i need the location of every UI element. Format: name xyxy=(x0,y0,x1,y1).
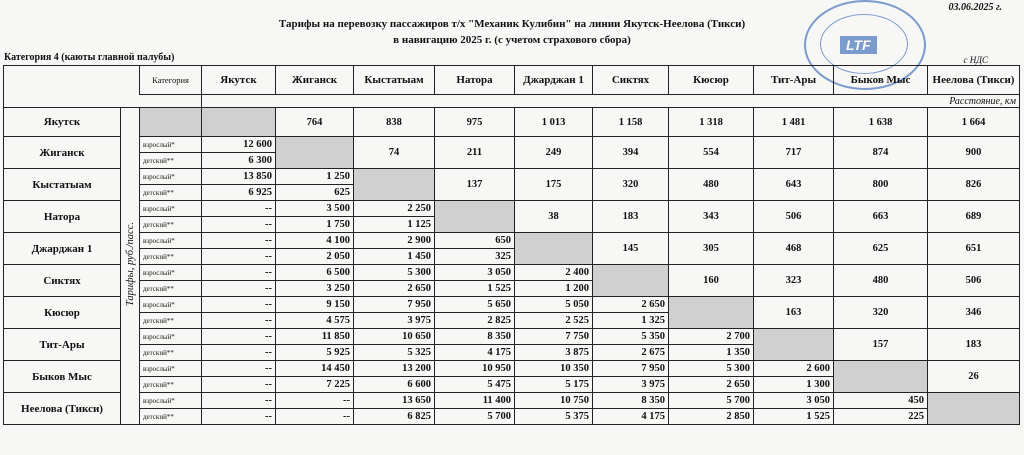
fare-cell: 13 650 xyxy=(354,393,435,409)
fare-cell: 10 350 xyxy=(515,361,593,377)
fare-label-adult: взрослый* xyxy=(140,329,202,345)
distance-cell: 137 xyxy=(435,169,515,201)
fare-cell: 10 650 xyxy=(354,329,435,345)
fare-cell: -- xyxy=(202,233,276,249)
fare-cell: 3 050 xyxy=(435,265,515,281)
fare-cell: -- xyxy=(276,409,354,425)
distance-cell: 1 013 xyxy=(515,108,593,137)
fare-cell: 10 750 xyxy=(515,393,593,409)
distance-cell: 346 xyxy=(928,297,1020,329)
header-category: Категория xyxy=(140,66,202,95)
distance-cell: 183 xyxy=(593,201,669,233)
fare-cell: 5 925 xyxy=(276,345,354,361)
fare-label-child: детский** xyxy=(140,153,202,169)
distance-cell: 1 318 xyxy=(669,108,754,137)
fare-cell: -- xyxy=(202,297,276,313)
fare-cell: 7 225 xyxy=(276,377,354,393)
column-header: Якутск xyxy=(202,66,276,95)
station-name: Жиганск xyxy=(4,137,121,169)
distance-cell: 900 xyxy=(928,137,1020,169)
category-caption: Категория 4 (каюты главной палубы) xyxy=(4,52,175,63)
fare-cell: 2 050 xyxy=(276,249,354,265)
fare-cell: 11 400 xyxy=(435,393,515,409)
diagonal-cell xyxy=(276,137,354,169)
distance-cell: 554 xyxy=(669,137,754,169)
diagonal-cell xyxy=(928,393,1020,425)
station-name: Быков Мыс xyxy=(4,361,121,393)
fare-cell: 13 850 xyxy=(202,169,276,185)
fare-cell: -- xyxy=(202,345,276,361)
fare-cell: 5 475 xyxy=(435,377,515,393)
distance-cell: 1 481 xyxy=(754,108,834,137)
column-header: Натора xyxy=(435,66,515,95)
fare-cell: 2 650 xyxy=(669,377,754,393)
fare-cell: 1 350 xyxy=(669,345,754,361)
distance-cell: 1 664 xyxy=(928,108,1020,137)
fare-cell: 2 675 xyxy=(593,345,669,361)
distance-cell: 305 xyxy=(669,233,754,265)
distance-cell: 717 xyxy=(754,137,834,169)
fare-cell: 8 350 xyxy=(593,393,669,409)
fare-cell: -- xyxy=(276,393,354,409)
distance-caption: Расстояние, км xyxy=(202,95,1020,108)
distance-cell: 26 xyxy=(928,361,1020,393)
table-row xyxy=(4,137,1020,153)
distance-cell: 468 xyxy=(754,233,834,265)
fare-cell: 5 650 xyxy=(435,297,515,313)
fare-label-adult: взрослый* xyxy=(140,361,202,377)
distance-cell: 394 xyxy=(593,137,669,169)
fare-label-child: детский** xyxy=(140,313,202,329)
table-row xyxy=(4,393,1020,409)
document-date: 03.06.2025 г. xyxy=(948,2,1002,13)
fare-cell: 5 350 xyxy=(593,329,669,345)
fare-cell: 6 500 xyxy=(276,265,354,281)
table-row xyxy=(4,108,1020,137)
distance-cell: 1 638 xyxy=(834,108,928,137)
fare-label-child: детский** xyxy=(140,185,202,201)
fare-cell: 7 750 xyxy=(515,329,593,345)
fare-label-adult: взрослый* xyxy=(140,265,202,281)
fare-label-child: детский** xyxy=(140,377,202,393)
fare-cell: 3 250 xyxy=(276,281,354,297)
distance-cell: 249 xyxy=(515,137,593,169)
fare-cell: 650 xyxy=(435,233,515,249)
table-row xyxy=(4,361,1020,377)
fare-cell: 9 150 xyxy=(276,297,354,313)
column-header: Тит-Ары xyxy=(754,66,834,95)
distance-cell: 651 xyxy=(928,233,1020,265)
fare-label-adult: взрослый* xyxy=(140,233,202,249)
column-header: Кюсюр xyxy=(669,66,754,95)
fare-cell: 6 925 xyxy=(202,185,276,201)
fare-cell: 4 175 xyxy=(593,409,669,425)
fare-label-child: детский** xyxy=(140,281,202,297)
fare-cell: 3 975 xyxy=(593,377,669,393)
distance-cell: 320 xyxy=(593,169,669,201)
fare-cell: -- xyxy=(202,409,276,425)
distance-cell: 74 xyxy=(354,137,435,169)
distance-cell: 800 xyxy=(834,169,928,201)
fare-cell: 3 875 xyxy=(515,345,593,361)
fare-cell: 450 xyxy=(834,393,928,409)
fare-cell: 13 200 xyxy=(354,361,435,377)
diagonal-cell xyxy=(354,169,435,201)
document-title: Тарифы на перевозку пассажиров т/х "Механик Кулибин" на линии Якутск-Неелова (Тикси) xyxy=(278,18,746,30)
fare-cell: 10 950 xyxy=(435,361,515,377)
fare-cell: 2 400 xyxy=(515,265,593,281)
header-row xyxy=(4,66,1020,95)
distance-cell: 1 158 xyxy=(593,108,669,137)
distance-cell: 764 xyxy=(276,108,354,137)
distance-cell: 163 xyxy=(754,297,834,329)
fare-cell: -- xyxy=(202,329,276,345)
fare-cell: -- xyxy=(202,265,276,281)
fare-cell: 3 500 xyxy=(276,201,354,217)
distance-cell: 480 xyxy=(669,169,754,201)
distance-cell: 323 xyxy=(754,265,834,297)
fare-cell: 1 300 xyxy=(754,377,834,393)
fare-cell: 1 450 xyxy=(354,249,435,265)
fare-cell: -- xyxy=(202,281,276,297)
distance-cell: 480 xyxy=(834,265,928,297)
fare-label-child: детский** xyxy=(140,345,202,361)
diagonal-cell xyxy=(202,108,276,137)
diagonal-cell xyxy=(515,233,593,265)
fare-cell: -- xyxy=(202,361,276,377)
fare-label-adult: взрослый* xyxy=(140,169,202,185)
fare-label-adult: взрослый* xyxy=(140,393,202,409)
distance-cell: 175 xyxy=(515,169,593,201)
fare-cell: 2 825 xyxy=(435,313,515,329)
fare-table xyxy=(3,65,1020,425)
fare-cell: 2 650 xyxy=(593,297,669,313)
diagonal-cell xyxy=(754,329,834,361)
distance-cell: 643 xyxy=(754,169,834,201)
station-name: Тит-Ары xyxy=(4,329,121,361)
station-name: Кюсюр xyxy=(4,297,121,329)
vertical-label-cell xyxy=(121,108,140,425)
fare-cell: 3 050 xyxy=(754,393,834,409)
fare-label-adult: взрослый* xyxy=(140,201,202,217)
fare-cell: 5 175 xyxy=(515,377,593,393)
station-name: Сиктях xyxy=(4,265,121,297)
fare-cell: 5 050 xyxy=(515,297,593,313)
fare-cell: 2 600 xyxy=(754,361,834,377)
fare-cell: 5 300 xyxy=(354,265,435,281)
fare-cell: 6 600 xyxy=(354,377,435,393)
fare-cell: 6 300 xyxy=(202,153,276,169)
station-name: Натора xyxy=(4,201,121,233)
table-row xyxy=(4,297,1020,313)
distance-cell: 506 xyxy=(928,265,1020,297)
distance-caption-row xyxy=(4,95,1020,108)
column-header: Джарджан 1 xyxy=(515,66,593,95)
fare-cell: 5 700 xyxy=(435,409,515,425)
table-row xyxy=(4,329,1020,345)
document-subtitle: в навигацию 2025 г. (с учетом страхового сбора) xyxy=(393,34,631,46)
table-row xyxy=(4,169,1020,185)
fare-cell: 325 xyxy=(435,249,515,265)
column-header: Неелова (Тикси) xyxy=(928,66,1020,95)
fare-cell: -- xyxy=(202,377,276,393)
distance-cell: 838 xyxy=(354,108,435,137)
distance-cell: 663 xyxy=(834,201,928,233)
fare-cell: -- xyxy=(202,201,276,217)
fare-label-adult: взрослый* xyxy=(140,137,202,153)
fare-cell: 2 650 xyxy=(354,281,435,297)
fare-cell: 12 600 xyxy=(202,137,276,153)
fare-label-child: детский** xyxy=(140,217,202,233)
fare-cell: 1 525 xyxy=(435,281,515,297)
fare-cell: 1 525 xyxy=(754,409,834,425)
diagonal-cell xyxy=(593,265,669,297)
distance-cell: 826 xyxy=(928,169,1020,201)
fare-label-child: детский** xyxy=(140,409,202,425)
fare-cell: 4 175 xyxy=(435,345,515,361)
distance-cell: 975 xyxy=(435,108,515,137)
header-blank xyxy=(4,66,140,95)
distance-cell: 157 xyxy=(834,329,928,361)
table-row xyxy=(4,233,1020,249)
station-name: Якутск xyxy=(4,108,121,137)
column-header: Сиктях xyxy=(593,66,669,95)
vat-note: с НДС xyxy=(963,55,988,65)
fare-cell: 2 700 xyxy=(669,329,754,345)
station-name: Неелова (Тикси) xyxy=(4,393,121,425)
distance-cell: 506 xyxy=(754,201,834,233)
fare-label-child: детский** xyxy=(140,249,202,265)
column-header: Кыстатыам xyxy=(354,66,435,95)
fare-cell: 11 850 xyxy=(276,329,354,345)
distance-cell: 689 xyxy=(928,201,1020,233)
fare-cell: 225 xyxy=(834,409,928,425)
empty-cell xyxy=(140,108,202,137)
distance-cell: 211 xyxy=(435,137,515,169)
distance-cell: 38 xyxy=(515,201,593,233)
fare-cell: 5 700 xyxy=(669,393,754,409)
table-row xyxy=(4,409,1020,425)
fare-cell: 4 100 xyxy=(276,233,354,249)
fare-cell: 1 125 xyxy=(354,217,435,233)
diagonal-cell xyxy=(435,201,515,233)
fare-cell: 7 950 xyxy=(593,361,669,377)
fare-cell: 1 200 xyxy=(515,281,593,297)
station-name: Джарджан 1 xyxy=(4,233,121,265)
table-row xyxy=(4,201,1020,217)
vertical-label: Тарифы, руб./пасс. xyxy=(124,222,136,307)
distance-cell: 183 xyxy=(928,329,1020,361)
fare-cell: 6 825 xyxy=(354,409,435,425)
fare-cell: -- xyxy=(202,393,276,409)
fare-cell: 2 525 xyxy=(515,313,593,329)
distance-cell: 343 xyxy=(669,201,754,233)
distance-cell: 160 xyxy=(669,265,754,297)
column-header: Быков Мыс xyxy=(834,66,928,95)
fare-cell: 5 325 xyxy=(354,345,435,361)
distance-cell: 145 xyxy=(593,233,669,265)
fare-cell: 2 900 xyxy=(354,233,435,249)
fare-label-adult: взрослый* xyxy=(140,297,202,313)
fare-cell: 14 450 xyxy=(276,361,354,377)
fare-cell: -- xyxy=(202,249,276,265)
fare-cell: 4 575 xyxy=(276,313,354,329)
station-name: Кыстатыам xyxy=(4,169,121,201)
table-row xyxy=(4,265,1020,281)
fare-cell: 625 xyxy=(276,185,354,201)
column-header: Жиганск xyxy=(276,66,354,95)
fare-cell: 5 375 xyxy=(515,409,593,425)
fare-cell: 5 300 xyxy=(669,361,754,377)
diagonal-cell xyxy=(669,297,754,329)
fare-cell: 1 250 xyxy=(276,169,354,185)
distance-cell: 625 xyxy=(834,233,928,265)
stamp-logo: LTF xyxy=(840,36,877,54)
fare-cell: -- xyxy=(202,217,276,233)
fare-cell: 3 975 xyxy=(354,313,435,329)
fare-cell: 2 250 xyxy=(354,201,435,217)
fare-cell: 1 325 xyxy=(593,313,669,329)
fare-cell: 1 750 xyxy=(276,217,354,233)
diagonal-cell xyxy=(834,361,928,393)
fare-cell: 8 350 xyxy=(435,329,515,345)
fare-cell: -- xyxy=(202,313,276,329)
fare-cell: 2 850 xyxy=(669,409,754,425)
distance-cell: 320 xyxy=(834,297,928,329)
distance-cell: 874 xyxy=(834,137,928,169)
fare-cell: 7 950 xyxy=(354,297,435,313)
